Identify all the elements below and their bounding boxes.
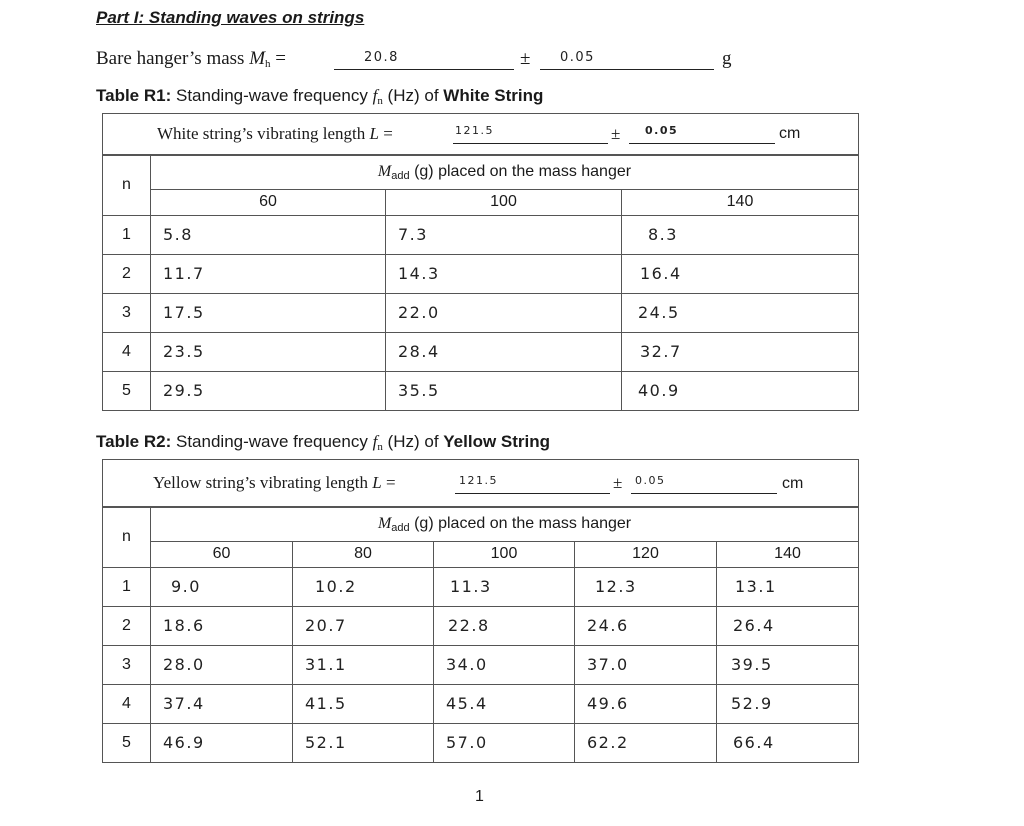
table-r1-length-value: 121.5 xyxy=(455,124,494,137)
table-r2-n-header: n xyxy=(103,507,151,567)
table-r2-mass-col-header: 120 xyxy=(575,541,717,567)
frequency-cell[interactable]: 11.7 xyxy=(151,254,386,293)
frequency-cell[interactable]: 24.6 xyxy=(575,606,717,645)
hanger-mass-line xyxy=(96,48,836,74)
hanger-mass-unit: g xyxy=(722,48,732,69)
hanger-mass-value: 20.8 xyxy=(364,50,399,65)
frequency-cell[interactable]: 23.5 xyxy=(151,332,386,371)
frequency-cell[interactable]: 26.4 xyxy=(717,606,859,645)
frequency-cell[interactable]: 7.3 xyxy=(386,215,622,254)
table-r1-uncertainty-value: 0.05 xyxy=(645,124,679,137)
harmonic-number: 4 xyxy=(103,332,151,371)
frequency-cell[interactable]: 41.5 xyxy=(293,684,434,723)
frequency-cell[interactable]: 52.1 xyxy=(293,723,434,762)
frequency-cell[interactable]: 16.4 xyxy=(622,254,859,293)
frequency-cell[interactable]: 39.5 xyxy=(717,645,859,684)
plus-minus-sign: ± xyxy=(613,473,623,492)
table-r2-mass-col-header: 140 xyxy=(717,541,859,567)
table-r2-caption: Table R2: Standing-wave frequency fn (Hz) of Yellow String xyxy=(96,432,551,453)
frequency-cell[interactable]: 28.4 xyxy=(386,332,622,371)
harmonic-number: 1 xyxy=(103,567,151,606)
frequency-cell[interactable]: 31.1 xyxy=(293,645,434,684)
frequency-cell[interactable]: 22.8 xyxy=(434,606,575,645)
table-r2-length-unit: cm xyxy=(782,475,804,492)
table-row xyxy=(103,723,859,762)
harmonic-number: 4 xyxy=(103,684,151,723)
page-number: 1 xyxy=(475,788,484,805)
harmonic-number: 2 xyxy=(103,606,151,645)
hanger-uncertainty-field[interactable] xyxy=(540,48,714,70)
frequency-cell[interactable]: 20.7 xyxy=(293,606,434,645)
frequency-cell[interactable]: 37.4 xyxy=(151,684,293,723)
frequency-cell[interactable]: 18.6 xyxy=(151,606,293,645)
frequency-cell[interactable]: 57.0 xyxy=(434,723,575,762)
frequency-cell[interactable]: 52.9 xyxy=(717,684,859,723)
frequency-cell[interactable]: 46.9 xyxy=(151,723,293,762)
table-r1-mass-col-header: 60 xyxy=(151,189,386,215)
table-r2-length-value: 121.5 xyxy=(459,474,498,487)
table-row xyxy=(103,254,859,293)
frequency-cell[interactable]: 14.3 xyxy=(386,254,622,293)
table-r1-mass-col-header: 100 xyxy=(386,189,622,215)
frequency-cell[interactable]: 24.5 xyxy=(622,293,859,332)
table-r2-length-label: Yellow string’s vibrating length L = xyxy=(153,473,396,492)
plus-minus-sign: ± xyxy=(520,48,531,69)
harmonic-number: 1 xyxy=(103,215,151,254)
table-row xyxy=(103,567,859,606)
frequency-cell[interactable]: 28.0 xyxy=(151,645,293,684)
frequency-cell[interactable]: 13.1 xyxy=(717,567,859,606)
frequency-cell[interactable]: 17.5 xyxy=(151,293,386,332)
table-row xyxy=(103,645,859,684)
table-r2-length-field[interactable] xyxy=(455,472,610,494)
frequency-cell[interactable]: 34.0 xyxy=(434,645,575,684)
table-r2-uncertainty-field[interactable] xyxy=(631,472,777,494)
frequency-cell[interactable]: 40.9 xyxy=(622,371,859,410)
table-row xyxy=(103,293,859,332)
harmonic-number: 3 xyxy=(103,645,151,684)
hanger-mass-field[interactable] xyxy=(334,48,514,70)
table-r2 xyxy=(102,459,859,763)
part-title: Part I: Standing waves on strings xyxy=(96,8,365,27)
table-r2-mass-col-header: 100 xyxy=(434,541,575,567)
table-row xyxy=(103,215,859,254)
harmonic-number: 3 xyxy=(103,293,151,332)
harmonic-number: 2 xyxy=(103,254,151,293)
frequency-cell[interactable]: 66.4 xyxy=(717,723,859,762)
table-row xyxy=(103,332,859,371)
table-r1-mass-col-header: 140 xyxy=(622,189,859,215)
table-r1-length-row xyxy=(103,114,859,156)
table-r1-length-unit: cm xyxy=(779,125,801,142)
table-r1-mass-header: Madd (g) placed on the mass hanger xyxy=(151,155,859,189)
table-r2-length-row xyxy=(103,460,859,508)
frequency-cell[interactable]: 32.7 xyxy=(622,332,859,371)
table-r1 xyxy=(102,113,859,411)
harmonic-number: 5 xyxy=(103,371,151,410)
frequency-cell[interactable]: 11.3 xyxy=(434,567,575,606)
frequency-cell[interactable]: 10.2 xyxy=(293,567,434,606)
frequency-cell[interactable]: 62.2 xyxy=(575,723,717,762)
table-row xyxy=(103,606,859,645)
table-r2-uncertainty-value: 0.05 xyxy=(635,474,666,487)
table-row xyxy=(103,684,859,723)
frequency-cell[interactable]: 8.3 xyxy=(622,215,859,254)
frequency-cell[interactable]: 45.4 xyxy=(434,684,575,723)
table-r2-mass-col-header: 80 xyxy=(293,541,434,567)
frequency-cell[interactable]: 12.3 xyxy=(575,567,717,606)
frequency-cell[interactable]: 29.5 xyxy=(151,371,386,410)
table-r1-uncertainty-field[interactable] xyxy=(629,122,775,144)
table-r1-length-field[interactable] xyxy=(453,122,608,144)
frequency-cell[interactable]: 37.0 xyxy=(575,645,717,684)
frequency-cell[interactable]: 22.0 xyxy=(386,293,622,332)
table-r1-caption: Table R1: Standing-wave frequency fn (Hz) of White String xyxy=(96,86,544,107)
table-row xyxy=(103,371,859,410)
table-r1-length-label: White string’s vibrating length L = xyxy=(157,124,393,143)
hanger-mass-label: Bare hanger’s mass Mh = xyxy=(96,48,286,70)
frequency-cell[interactable]: 9.0 xyxy=(151,567,293,606)
table-r2-mass-header: Madd (g) placed on the mass hanger xyxy=(151,507,859,541)
table-r1-n-header: n xyxy=(103,155,151,215)
table-r2-mass-col-header: 60 xyxy=(151,541,293,567)
frequency-cell[interactable]: 49.6 xyxy=(575,684,717,723)
frequency-cell[interactable]: 35.5 xyxy=(386,371,622,410)
harmonic-number: 5 xyxy=(103,723,151,762)
plus-minus-sign: ± xyxy=(611,124,621,143)
hanger-uncertainty-value: 0.05 xyxy=(560,50,595,65)
frequency-cell[interactable]: 5.8 xyxy=(151,215,386,254)
